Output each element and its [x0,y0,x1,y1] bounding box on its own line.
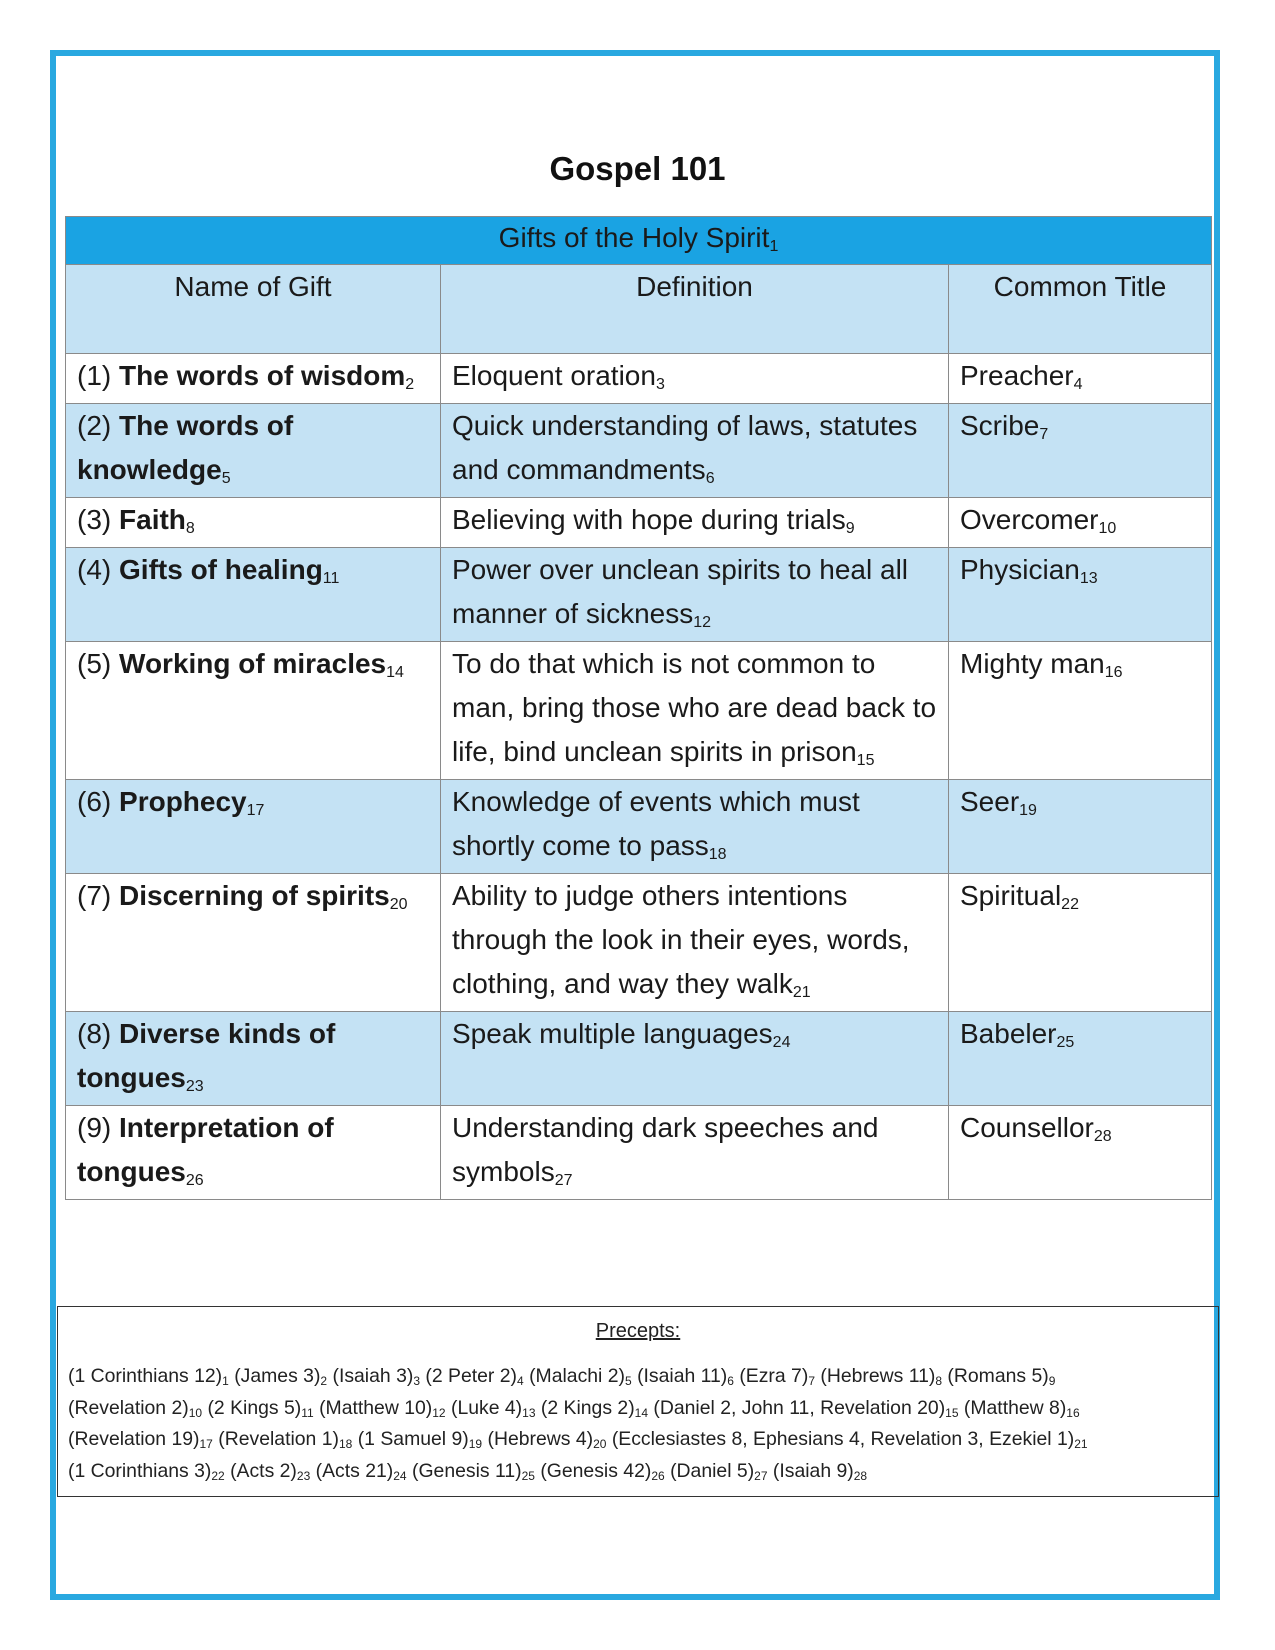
precept-text: (2 Peter 2) [425,1365,518,1387]
common-title: Preacher [960,360,1074,391]
footnote-ref: 15 [945,1405,959,1420]
precept-text: (Revelation 1) [218,1428,339,1450]
footnote-ref: 11 [301,1405,314,1420]
gift-name: Gifts of healing [119,554,323,585]
footnote-ref: 7 [1039,426,1049,443]
precept-citation [820,1365,942,1387]
precepts-heading: Precepts: [595,1320,681,1342]
definition-cell [441,354,949,404]
footnote-ref: 12 [432,1405,446,1420]
gift-number: (4) [77,554,112,585]
footnote-ref: 26 [651,1468,665,1483]
gift-name-cell [66,874,441,1012]
precept-text: (1 Samuel 9) [357,1428,469,1450]
gift-name-cell [66,780,441,874]
precept-text: (Romans 5) [947,1365,1049,1387]
common-title: Mighty man [960,648,1105,679]
precept-text: (2 Kings 2) [540,1396,635,1419]
gift-definition: Knowledge of events which must shortly come to pass [452,786,860,861]
precept-text: (Luke 4) [451,1396,523,1419]
table-row [66,404,1212,498]
footnote-ref: 10 [188,1405,203,1420]
precept-citation [234,1365,327,1387]
precepts-line [68,1425,1210,1457]
precept-citation [451,1397,536,1419]
definition-cell [441,642,949,780]
precepts-line [68,1394,1210,1426]
footnote-ref: 17 [246,802,265,819]
precept-citation [739,1365,815,1387]
precept-citation [540,1460,664,1482]
footnote-ref: 3 [655,376,665,393]
footnote-ref: 5 [625,1374,632,1388]
table-row [66,780,1212,874]
precepts-box [57,1306,1219,1497]
precept-citation [947,1365,1055,1387]
footnote-ref: 28 [1093,1128,1112,1145]
table-row [66,548,1212,642]
precept-text: (Genesis 42) [540,1459,652,1482]
common-title-cell [949,780,1212,874]
precept-text: (Daniel 2, John 11, Revelation 20) [653,1396,946,1419]
footnote-ref: 17 [199,1437,213,1451]
common-title: Overcomer [960,504,1099,535]
gift-definition: Eloquent oration [452,360,656,391]
footnote-ref: 1 [222,1374,229,1388]
table-caption [66,217,1212,265]
precept-citation [773,1460,867,1482]
precept-text: (Hebrews 4) [487,1428,594,1450]
precept-text: (Acts 2) [230,1459,297,1482]
gift-definition: Ability to judge others intentions through the look in their eyes, words, clothing, and way they walk [452,880,910,999]
precept-citation [316,1460,407,1482]
gift-name-cell [66,548,441,642]
precept-citation [68,1428,213,1450]
footnote-ref: 18 [708,846,727,863]
gift-number: (5) [77,648,112,679]
footnote-ref: 7 [808,1374,815,1388]
precept-citation [425,1365,523,1387]
gift-name-cell [66,1012,441,1106]
common-title: Scribe [960,410,1040,441]
gift-definition: Power over unclean spirits to heal all manner of sickness [452,554,909,629]
table-caption-text: Gifts of the Holy Spirit [498,222,770,253]
common-title-cell [949,642,1212,780]
common-title-cell [949,354,1212,404]
precept-citation [653,1397,958,1419]
footnote-ref: 16 [1104,664,1123,681]
gift-name: Faith [119,504,186,535]
table-row [66,642,1212,780]
footnote-ref: 2 [320,1374,328,1388]
gifts-table [65,216,1212,1200]
common-title-cell [949,1012,1212,1106]
precept-text: (Isaiah 9) [772,1459,854,1482]
footnote-ref: 13 [522,1405,536,1420]
common-title: Spiritual [960,880,1062,911]
precept-text: (1 Corinthians 3) [68,1459,212,1482]
definition-cell [441,780,949,874]
precepts-list [68,1362,1210,1488]
footnote-ref: 10 [1098,520,1117,537]
definition-cell [441,498,949,548]
footnote-ref: 24 [393,1468,407,1483]
definition-cell [441,548,949,642]
footnote-ref: 24 [772,1034,791,1051]
precept-text: (Matthew 8) [963,1396,1067,1419]
footnote-ref: 23 [296,1468,311,1483]
common-title-cell [949,548,1212,642]
precept-text: (Isaiah 11) [637,1365,728,1387]
precept-citation [612,1428,1088,1450]
precept-text: (Isaiah 3) [332,1365,414,1387]
definition-cell [441,404,949,498]
common-title: Counsellor [960,1112,1094,1143]
common-title: Babeler [960,1018,1057,1049]
gift-name: Discerning of spirits [119,880,390,911]
footnote-ref: 13 [1079,570,1098,587]
footnote-ref: 8 [935,1374,943,1388]
footnote-ref: 6 [727,1374,734,1388]
footnote-ref: 25 [521,1468,535,1483]
definition-cell [441,874,949,1012]
footnote-ref: 14 [386,664,404,681]
common-title-cell [949,1106,1212,1200]
footnote-ref: 26 [185,1172,204,1189]
precept-citation [68,1397,202,1419]
gift-definition: Speak multiple languages [452,1018,773,1049]
precept-citation [670,1460,767,1482]
column-header-title: Common Title [949,265,1212,354]
common-title-cell [949,874,1212,1012]
common-title: Physician [960,554,1080,585]
gift-definition: Quick understanding of laws, statutes and commandments [452,410,918,485]
gift-definition: Believing with hope during trials [452,504,846,535]
gift-name-cell [66,642,441,780]
precept-citation [332,1365,420,1387]
precept-text: (Daniel 5) [670,1459,755,1482]
table-row [66,498,1212,548]
footnote-ref: 18 [338,1437,353,1451]
gift-definition: To do that which is not common to man, bring those who are dead back to life, bind unclean spirits in prison [452,648,937,767]
gift-number: (7) [77,880,112,911]
table-row [66,354,1212,404]
precept-citation [218,1428,352,1450]
footnote-ref: 22 [1061,896,1079,913]
gift-number: (6) [77,786,112,817]
common-title-cell [949,498,1212,548]
precept-citation [487,1428,606,1450]
precept-text: (2 Kings 5) [207,1396,302,1419]
precept-citation [529,1365,632,1387]
precepts-line [68,1457,1210,1489]
footnote-ref: 14 [634,1405,649,1420]
gift-name-cell [66,404,441,498]
gift-name: Interpretation of tongues [77,1112,334,1187]
precept-text: (James 3) [234,1365,321,1387]
footnote-ref: 25 [1056,1034,1075,1051]
precept-citation [207,1397,313,1419]
table-row [66,874,1212,1012]
footnote-ref: 27 [754,1468,768,1483]
definition-cell [441,1106,949,1200]
precept-citation [68,1365,229,1387]
footnote-ref: 9 [1048,1374,1056,1388]
gift-number: (2) [77,410,112,441]
precept-text: (1 Corinthians 12) [68,1365,223,1387]
precept-text: (Revelation 19) [68,1428,200,1450]
gift-name: The words of knowledge [77,410,294,485]
table-row [66,1012,1212,1106]
column-header-definition: Definition [441,265,949,354]
footnote-ref: 28 [853,1468,868,1483]
precept-citation [964,1397,1080,1419]
table-header-row [66,265,1212,354]
footnote-ref: 2 [405,376,415,393]
gift-name: The words of wisdom [119,360,406,391]
footnote-ref: 9 [845,520,855,537]
gift-definition: Understanding dark speeches and symbols [452,1112,879,1187]
precept-text: (Matthew 10) [319,1396,433,1419]
gift-number: (8) [77,1018,112,1049]
definition-cell [441,1012,949,1106]
precept-citation [230,1460,310,1482]
footnote-ref: 16 [1066,1405,1080,1420]
precept-text: (Revelation 2) [68,1396,189,1419]
precept-citation [412,1460,535,1482]
footnote-ref: 11 [322,570,340,587]
precepts-line [68,1362,1210,1394]
common-title-cell [949,404,1212,498]
precept-text: (Hebrews 11) [820,1365,936,1387]
precept-text: (Malachi 2) [529,1365,625,1387]
gift-name: Working of miracles [119,648,387,679]
column-header-name: Name of Gift [66,265,441,354]
precept-citation [358,1428,482,1450]
common-title: Seer [960,786,1020,817]
footnote-ref: 23 [185,1078,204,1095]
table-row [66,1106,1212,1200]
precept-text: (Ezra 7) [739,1365,809,1387]
precept-citation [68,1460,225,1482]
gift-name-cell [66,1106,441,1200]
footnote-ref: 19 [1019,802,1037,819]
precept-text: (Genesis 11) [412,1459,522,1482]
table-caption-row [66,217,1212,265]
footnote-ref: 8 [185,520,195,537]
gift-name: Prophecy [119,786,247,817]
footnote-ref: 20 [389,896,408,913]
footnote-ref: 15 [856,752,875,769]
page-title: Gospel 101 [549,150,726,187]
footnote-ref: 1 [769,238,779,255]
footnote-ref: 12 [693,614,712,631]
footnote-ref: 22 [211,1468,225,1483]
gift-name-cell [66,354,441,404]
precept-text: (Acts 21) [315,1459,394,1482]
footnote-ref: 27 [554,1172,573,1189]
footnote-ref: 6 [705,470,715,487]
precept-citation [319,1397,446,1419]
precept-citation [541,1397,648,1419]
gift-number: (1) [77,360,112,391]
footnote-ref: 21 [792,984,811,1001]
footnote-ref: 21 [1074,1437,1088,1451]
footnote-ref: 5 [221,470,231,487]
footnote-ref: 3 [413,1374,421,1388]
footnote-ref: 4 [517,1374,524,1388]
gift-name-cell [66,498,441,548]
footnote-ref: 19 [468,1437,483,1451]
footnote-ref: 20 [593,1437,607,1451]
gift-name: Diverse kinds of tongues [77,1018,336,1093]
precept-text: (Ecclesiastes 8, Ephesians 4, Revelation 3, Ezekiel 1) [611,1428,1075,1450]
precept-citation [637,1365,734,1387]
gift-number: (3) [77,504,112,535]
footnote-ref: 4 [1073,376,1083,393]
gift-number: (9) [77,1112,112,1143]
